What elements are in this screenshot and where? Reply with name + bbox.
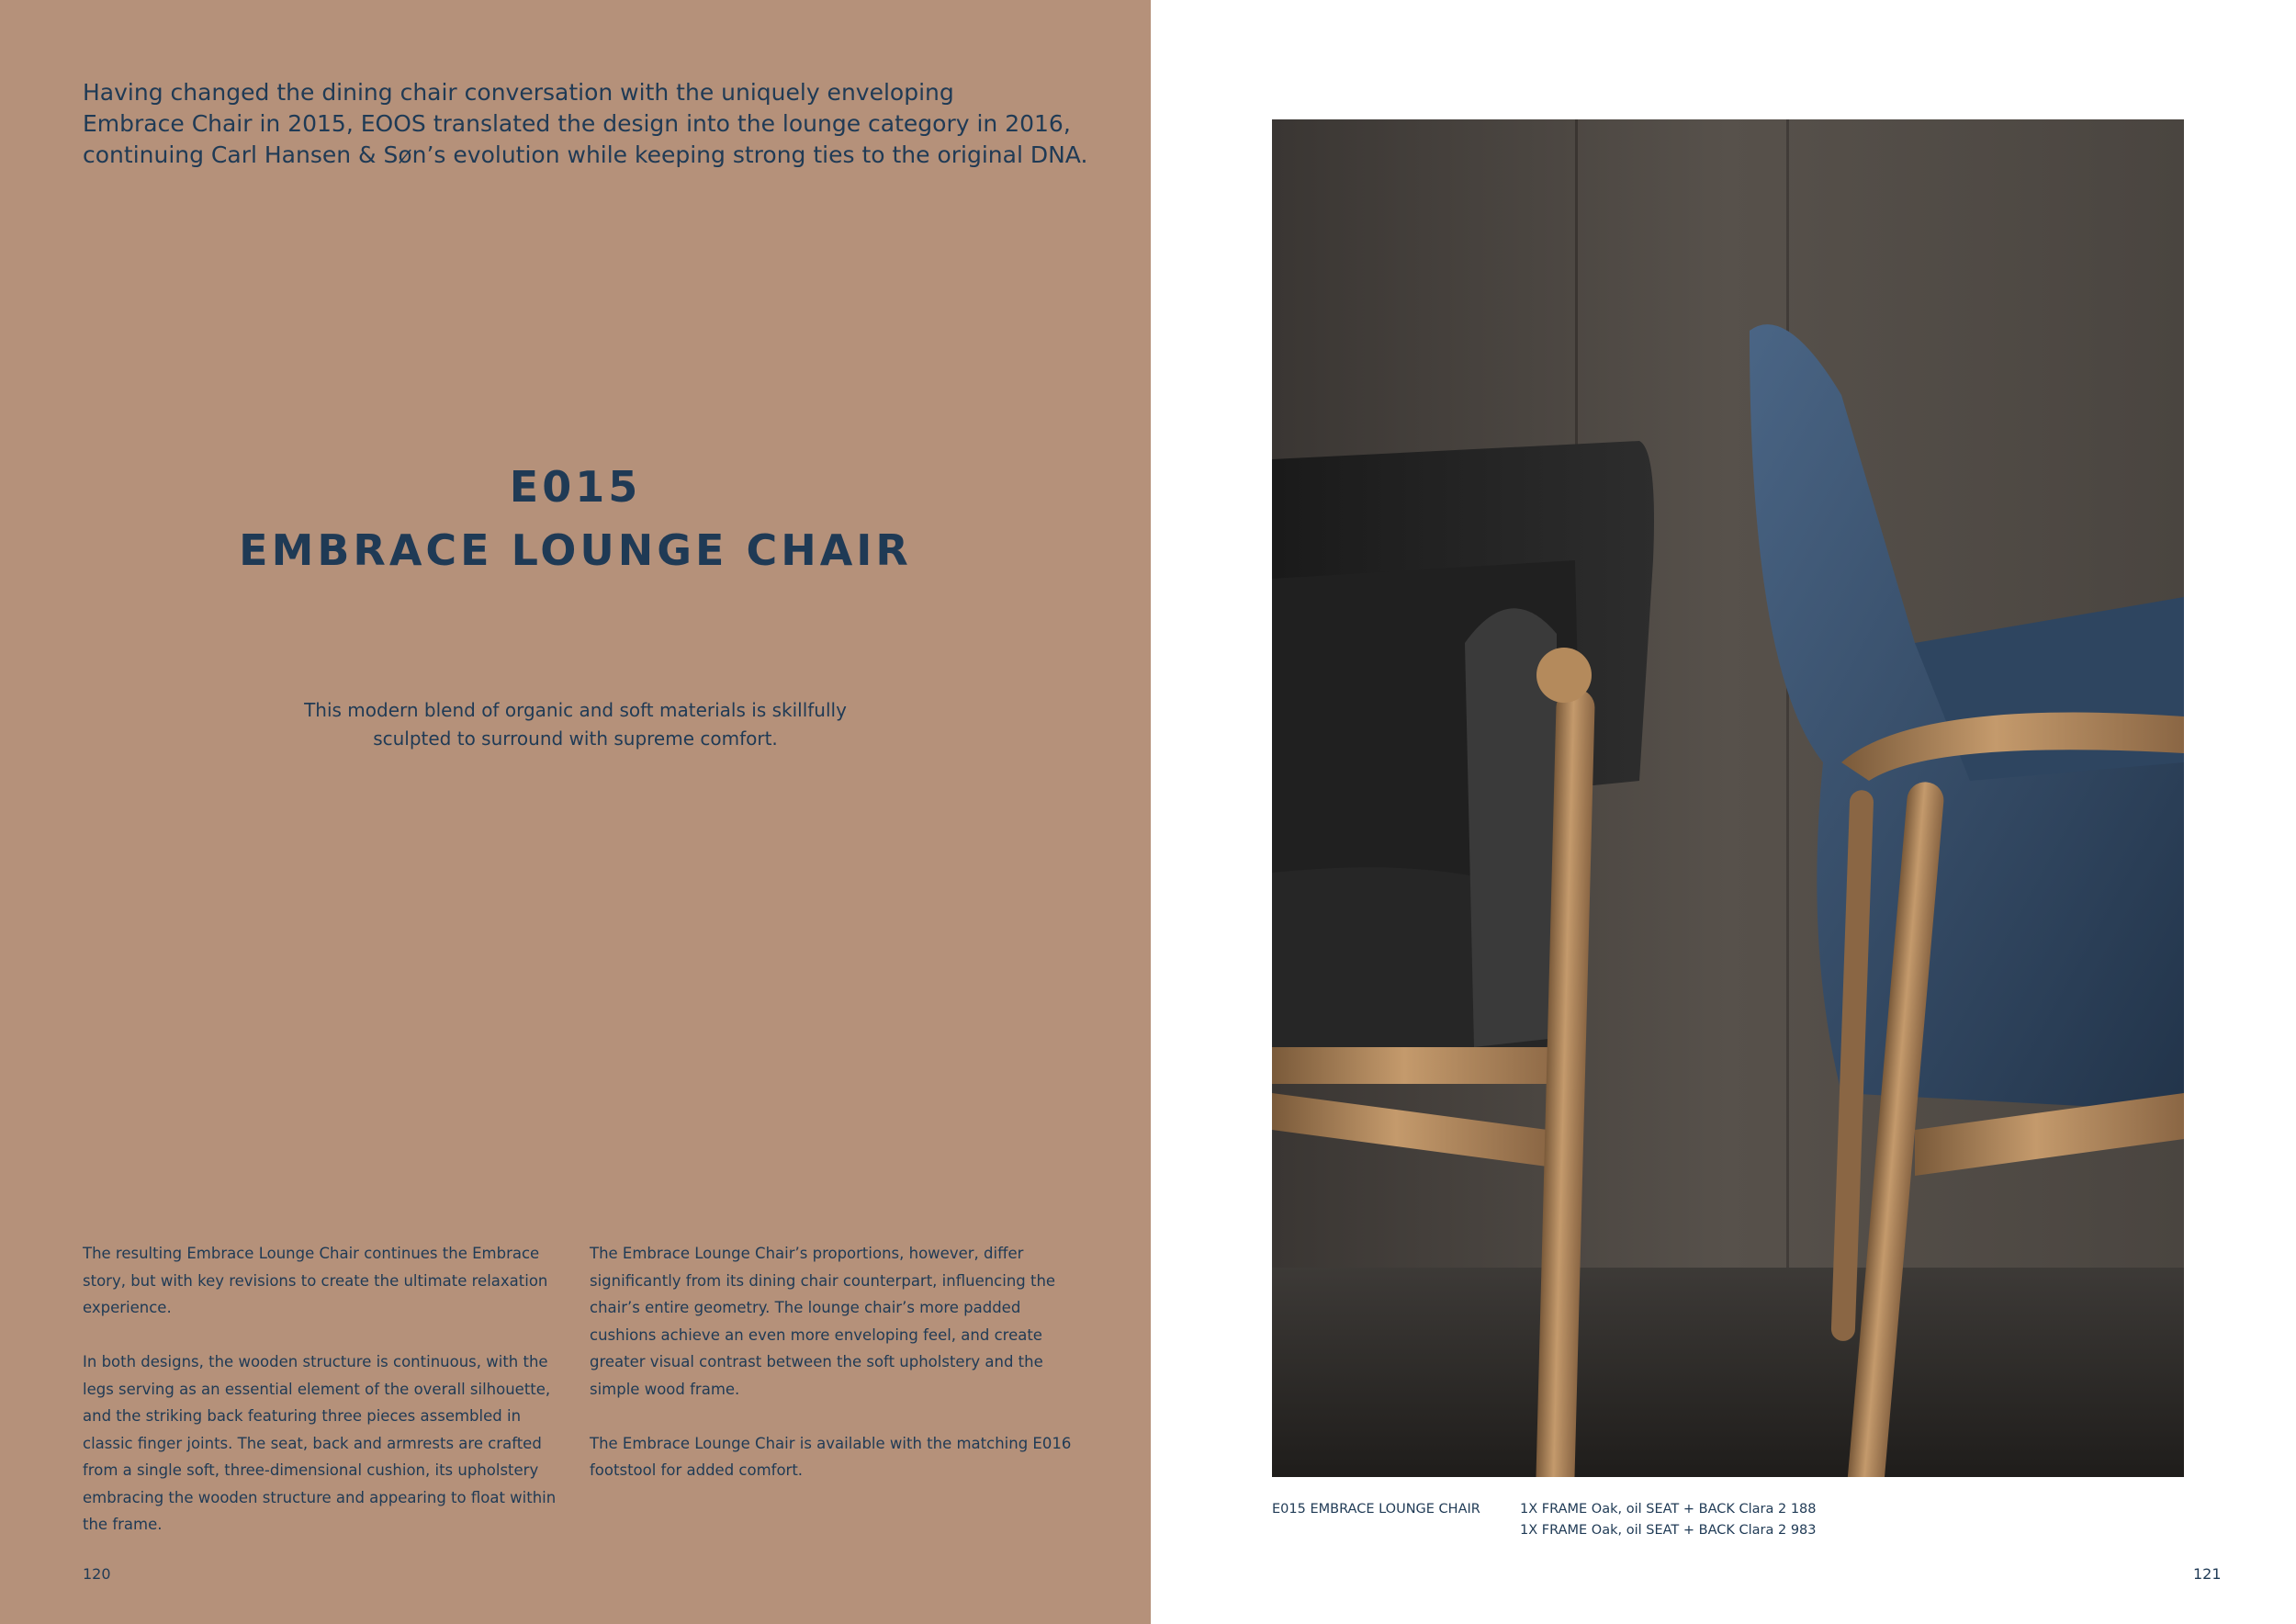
- lead-text: [0, 696, 1151, 753]
- lead-line: sculpted to surround with supreme comfort.: [373, 727, 778, 750]
- spec-line: 1X FRAME Oak, oil SEAT + BACK Clara 2 983: [1520, 1523, 1817, 1538]
- photo-caption-specs: [1520, 1499, 1817, 1541]
- body-column-right: [590, 1240, 1086, 1511]
- intro-line: continuing Carl Hansen & Søn’s evolution while keeping strong ties to the original DNA.: [83, 141, 1088, 168]
- spec-line: 1X FRAME Oak, oil SEAT + BACK Clara 2 188: [1520, 1502, 1817, 1517]
- product-name: EMBRACE LOUNGE CHAIR: [239, 525, 912, 575]
- intro-line: Having changed the dining chair conversation with the uniquely enveloping: [83, 79, 954, 106]
- body-paragraph: The Embrace Lounge Chair is available with the matching E016 footstool for added comfort.: [590, 1434, 1072, 1479]
- title-block: [0, 459, 1151, 581]
- photo-caption-name: E015 EMBRACE LOUNGE CHAIR: [1272, 1502, 1480, 1517]
- body-paragraph: The Embrace Lounge Chair’s proportions, however, differ significantly from its dining chair counterpart, influencing the chair’s entire geometry. The lounge chair’s more padded cushions achieve an even more enveloping feel, and create greater visual contrast between the soft upholstery and the simple wood frame.: [590, 1245, 1056, 1398]
- body-paragraph: The resulting Embrace Lounge Chair continues the Embrace story, but with key revisions to create the ultimate relaxation experience.: [83, 1245, 548, 1316]
- lead-line: This modern blend of organic and soft materials is skillfully: [304, 699, 847, 721]
- model-code: E015: [509, 462, 642, 512]
- intro-paragraph: [83, 77, 1111, 171]
- page-number-right: 121: [2193, 1565, 2222, 1583]
- two-embrace-lounge-chairs-photo: [1272, 119, 2184, 1477]
- body-paragraph: In both designs, the wooden structure is continuous, with the legs serving as an essential element of the overall silhouette, and the striking back featuring three pieces assembled in classic finger joints. The seat, back and armrests are crafted from a single soft, three-dimensional cushion, its upholstery embracing the wooden structure and appearing to float within the frame.: [83, 1353, 557, 1533]
- body-column-left: [83, 1240, 565, 1565]
- intro-line: Embrace Chair in 2015, EOOS translated the design into the lounge category in 2016,: [83, 110, 1071, 137]
- page-number-left: 120: [83, 1565, 111, 1583]
